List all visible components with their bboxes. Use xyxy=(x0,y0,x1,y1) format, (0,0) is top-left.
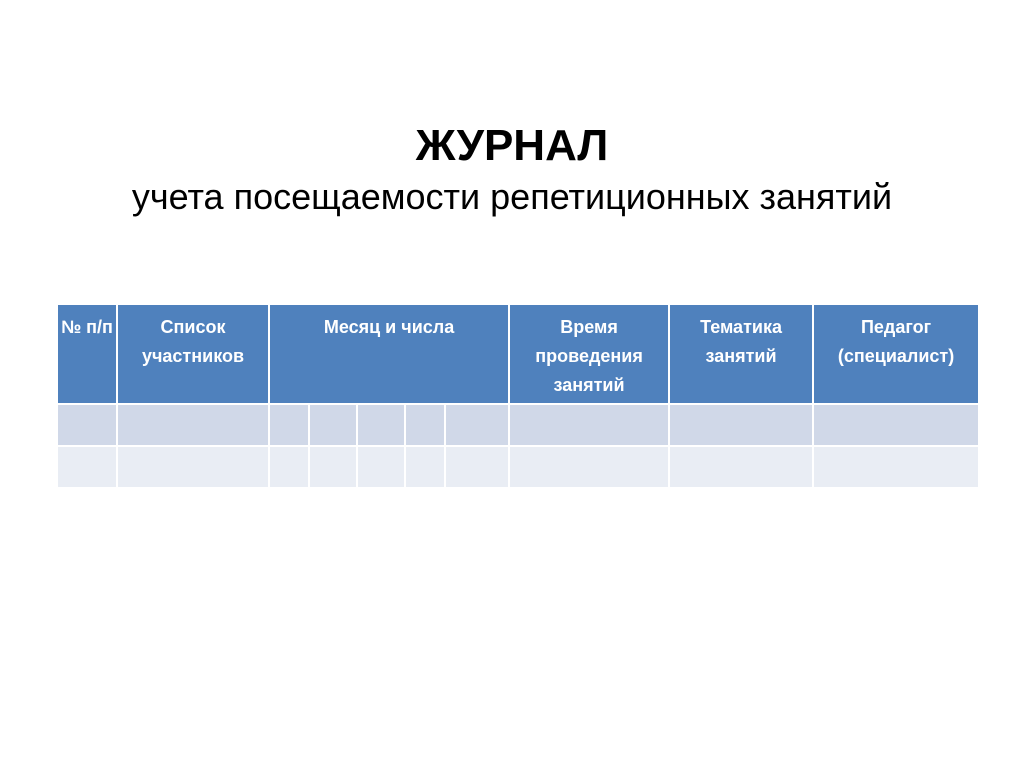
table-cell[interactable] xyxy=(309,446,357,488)
table-cell[interactable] xyxy=(669,446,813,488)
table-cell[interactable] xyxy=(309,404,357,446)
table-cell[interactable] xyxy=(669,404,813,446)
header-teacher: Педагог (специалист) xyxy=(813,304,979,404)
table-row xyxy=(57,446,979,488)
title-block xyxy=(0,118,1024,220)
table-cell[interactable] xyxy=(117,404,269,446)
header-topic: Тематика занятий xyxy=(669,304,813,404)
table-cell[interactable] xyxy=(269,446,309,488)
table-cell[interactable] xyxy=(357,446,405,488)
table-cell[interactable] xyxy=(813,404,979,446)
table-cell[interactable] xyxy=(57,446,117,488)
table-row xyxy=(57,404,979,446)
table-cell[interactable] xyxy=(57,404,117,446)
table-cell[interactable] xyxy=(813,446,979,488)
table-cell[interactable] xyxy=(269,404,309,446)
table-cell[interactable] xyxy=(445,404,509,446)
table-cell[interactable] xyxy=(509,404,669,446)
table-cell[interactable] xyxy=(509,446,669,488)
header-time: Время проведения занятий xyxy=(509,304,669,404)
header-month-dates: Месяц и числа xyxy=(269,304,509,404)
header-number: № п/п xyxy=(57,304,117,404)
table-cell[interactable] xyxy=(445,446,509,488)
table-header-row xyxy=(57,304,979,404)
page-title: ЖУРНАЛ xyxy=(415,121,609,170)
table-cell[interactable] xyxy=(405,446,445,488)
attendance-table xyxy=(56,303,980,489)
page-subtitle: учета посещаемости репетиционных занятий xyxy=(131,176,893,217)
table-cell[interactable] xyxy=(357,404,405,446)
header-participants: Список участников xyxy=(117,304,269,404)
table-cell[interactable] xyxy=(117,446,269,488)
table-cell[interactable] xyxy=(405,404,445,446)
